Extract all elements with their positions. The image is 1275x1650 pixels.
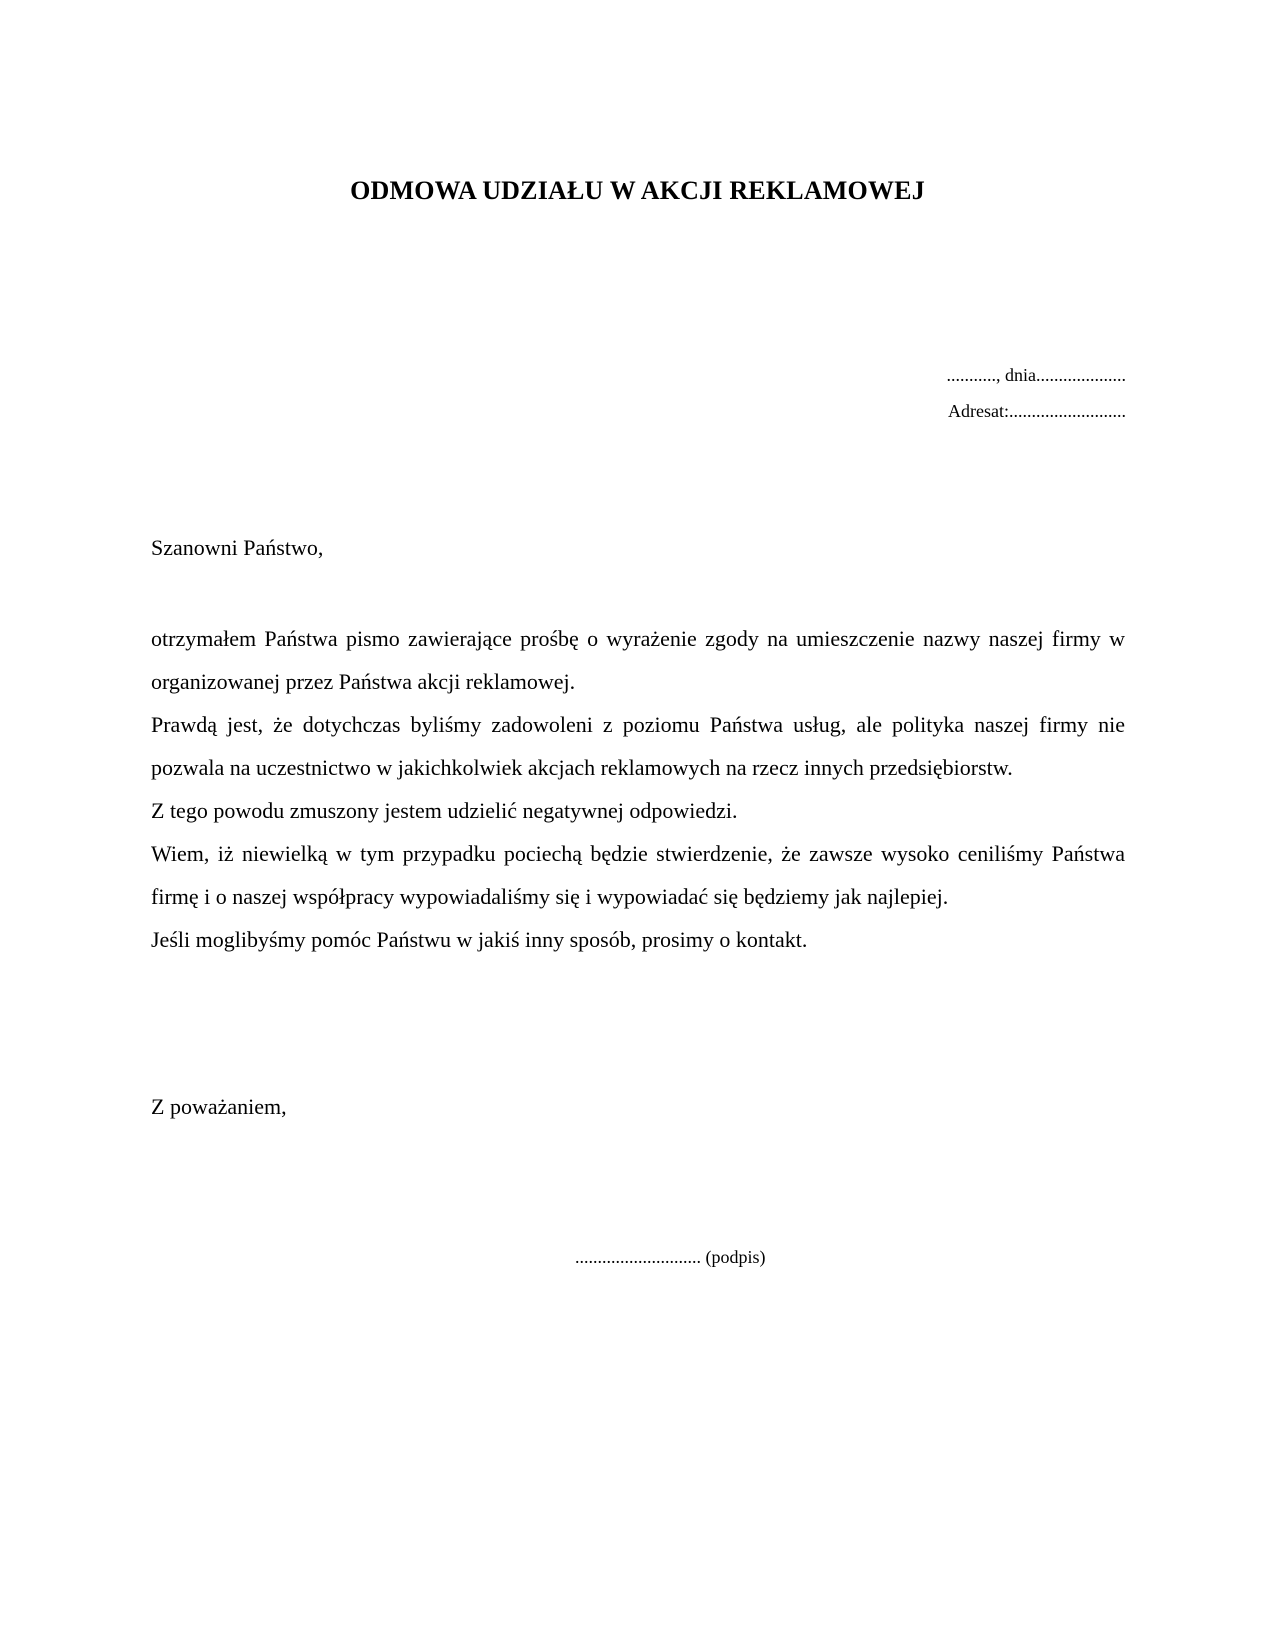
date-line: ..........., dnia....................: [946, 365, 1126, 385]
letter-body: [151, 617, 1125, 961]
body-paragraph: Wiem, iż niewielką w tym przypadku pociechą będzie stwierdzenie, że zawsze wysoko ceniliśmy Państwa firmę i o naszej współpracy wypowiadaliśmy się i wypowiadać się będziemy jak najlepiej.: [151, 841, 1125, 909]
document-title: ODMOWA UDZIAŁU W AKCJI REKLAMOWEJ: [350, 176, 925, 205]
closing: Z poważaniem,: [151, 1094, 287, 1119]
body-paragraph: Prawdą jest, że dotychczas byliśmy zadowoleni z poziomu Państwa usług, ale polityka naszej firmy nie pozwala na uczestnictwo w jakichkolwiek akcjach reklamowych na rzecz innych przedsiębiorstw.: [151, 712, 1125, 780]
body-paragraph: otrzymałem Państwa pismo zawierające prośbę o wyrażenie zgody na umieszczenie nazwy naszej firmy w organizowanej przez Państwa akcji reklamowej.: [151, 626, 1125, 694]
signature-line: ............................ (podpis): [575, 1247, 766, 1267]
salutation: Szanowni Państwo,: [151, 535, 324, 560]
body-paragraph: Z tego powodu zmuszony jestem udzielić negatywnej odpowiedzi.: [151, 798, 738, 823]
addressee-line: Adresat:..........................: [948, 401, 1126, 421]
body-paragraph: Jeśli moglibyśmy pomóc Państwu w jakiś inny sposób, prosimy o kontakt.: [151, 927, 808, 952]
